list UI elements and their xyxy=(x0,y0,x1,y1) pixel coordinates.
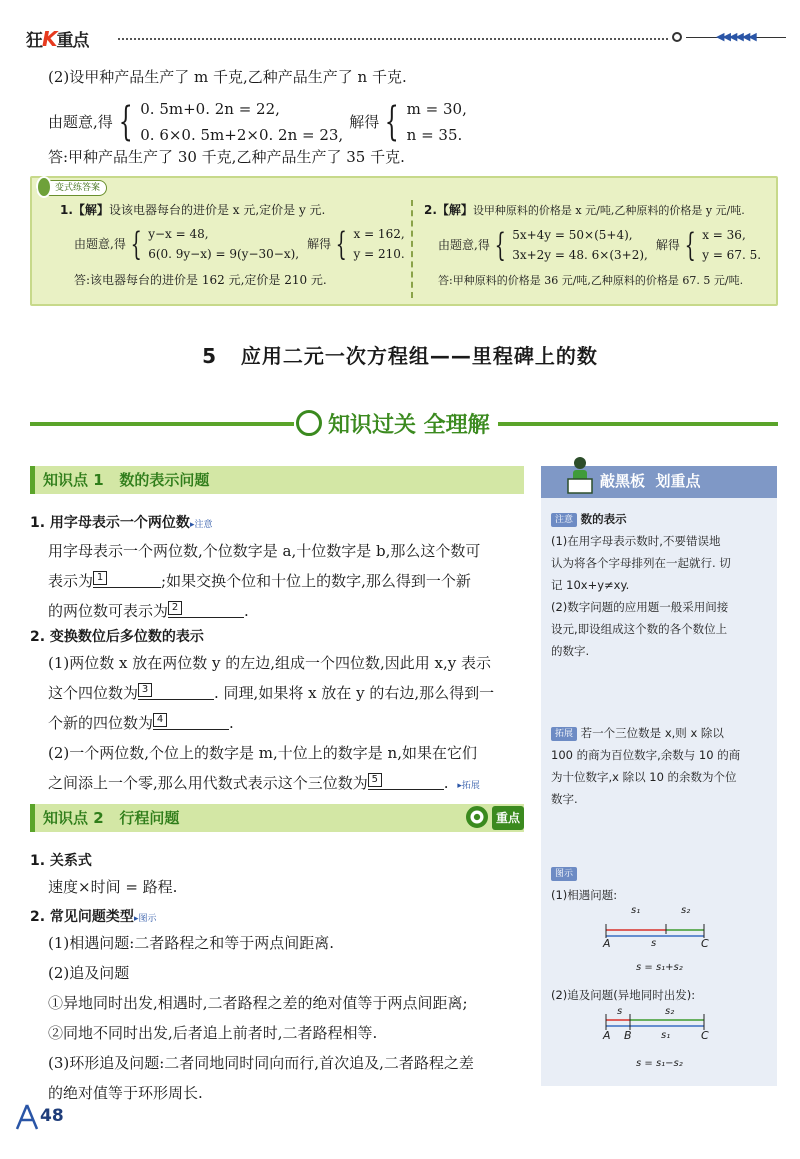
solution-answer: 答:甲种产品生产了 30 千克,乙种产品生产了 35 千克. xyxy=(48,148,405,166)
q2-sol2: y = 67. 5. xyxy=(702,248,762,262)
side-extension xyxy=(551,722,775,810)
note-line6: 的数字. xyxy=(551,644,590,658)
side-panel-title: 敲黑板 划重点 xyxy=(600,472,701,490)
solution-sol2: n = 35. xyxy=(406,126,463,144)
left-brace-icon: { xyxy=(118,99,133,145)
kp1-item2-body xyxy=(48,648,533,801)
section-banner: 知识过关 全理解 xyxy=(322,408,496,439)
series-logo xyxy=(26,26,89,51)
side-figure xyxy=(551,862,775,906)
fill-blank-4[interactable] xyxy=(153,714,229,730)
kp2-item1-head: 1. 关系式 xyxy=(30,853,92,869)
blank-number: 5 xyxy=(368,773,382,787)
logo-tail: 重点 xyxy=(56,31,89,51)
blank-number: 2 xyxy=(168,601,182,615)
q2-equation-system xyxy=(490,225,648,265)
kp2-line1: (1)相遇问题:二者路程之和等于两点间距离. xyxy=(48,934,335,952)
kp1-item2-line3 xyxy=(48,708,533,738)
section-title: 5 应用二元一次方程组——里程碑上的数 xyxy=(202,344,598,368)
extension-link[interactable]: ▸拓展 xyxy=(457,781,480,791)
kp1-item2-head: 2. 变换数位后多位数的表示 xyxy=(30,629,204,645)
text-fragment: . 同理,如果将 x 放在 y 的右边,那么得到一 xyxy=(214,684,495,702)
q1-head: 【解】 xyxy=(72,203,109,217)
fig1-label-C: C xyxy=(701,937,709,950)
q2-number: 2. xyxy=(424,203,437,217)
text-fragment: ;如果交换个位和十位上的数字,那么得到一个新 xyxy=(161,572,471,590)
q2-head: 【解】 xyxy=(436,203,473,217)
kp2-bar xyxy=(30,804,524,832)
fill-blank-5[interactable] xyxy=(368,774,444,790)
text-fragment: . xyxy=(229,714,234,732)
q2-solve-word: 解得 xyxy=(655,238,680,252)
ext-line3: 为十位数字,x 除以 10 的余数为个位 xyxy=(551,770,737,784)
q1-equation-system xyxy=(126,224,299,264)
kp2-line4: ②同地不同时出发,后者追上前者时,二者路程相等. xyxy=(48,1024,378,1042)
ext-line2: 100 的商为百位数字,余数与 10 的商 xyxy=(551,748,741,762)
text-fragment: 个新的四位数为 xyxy=(48,714,154,732)
ext-line4: 数字. xyxy=(551,792,578,806)
kp1-item2-line4: (2)一个两位数,个位上的数字是 m,十位上的数字是 n,如果在它们 xyxy=(48,744,477,762)
fill-blank-3[interactable] xyxy=(138,684,214,700)
left-brace-icon: { xyxy=(130,225,142,263)
fig2-label-s2: s₂ xyxy=(665,1006,675,1017)
kp1-bar xyxy=(30,466,524,494)
text-fragment: 的两位数可表示为 xyxy=(48,602,169,620)
fig1-label-s: s xyxy=(651,938,657,949)
note-link[interactable]: ▸注意 xyxy=(189,520,213,530)
q1-eq2: 6(0. 9y−x) = 9(y−30−x), xyxy=(148,247,300,261)
blank-number: 1 xyxy=(93,571,107,585)
fig2-formula: s = s₁−s₂ xyxy=(636,1058,683,1069)
text-fragment: . xyxy=(244,602,249,620)
fig2-title: (2)追及问题(异地同时出发): xyxy=(551,988,696,1002)
header-arrows-icon: ◀◀◀◀◀◀ xyxy=(716,30,755,43)
q2-intro: 设甲种原料的价格是 x 元/吨,乙种原料的价格是 y 元/吨. xyxy=(472,204,745,217)
teacher-icon xyxy=(566,455,594,497)
note-line4: (2)数字问题的应用题一般采用间接 xyxy=(551,600,729,614)
kp2-line5: (3)环形追及问题:二者同地同时同向而行,首次追及,二者路程之差 xyxy=(48,1054,474,1072)
fig1-label-s2: s₂ xyxy=(681,905,691,916)
kp1-item2-line2 xyxy=(48,678,533,708)
kp1-item1-line3 xyxy=(48,596,528,626)
blank-number: 3 xyxy=(138,683,152,697)
q2-eq2: 3x+2y = 48. 6×(3+2), xyxy=(512,248,648,262)
kp2-line3: ①异地同时出发,相遇时,二者路程之差的绝对值等于两点间距离; xyxy=(48,994,468,1012)
note-line1: (1)在用字母表示数时,不要错误地 xyxy=(551,534,721,548)
side-note xyxy=(551,508,775,662)
q2-sol1: x = 36, xyxy=(702,228,746,242)
banner-rule-right xyxy=(498,422,778,426)
solution-lead: 由题意,得 xyxy=(48,113,113,131)
left-brace-icon: { xyxy=(684,226,696,264)
q1-lead: 由题意,得 xyxy=(74,237,126,251)
kp1-item1-heading xyxy=(30,512,212,532)
solution-eq1: 0. 5m+0. 2n = 22, xyxy=(140,100,280,118)
left-brace-icon: { xyxy=(335,225,347,263)
practice-box-divider xyxy=(411,200,413,298)
q1-result-system xyxy=(331,224,405,264)
fig2-label-s: s xyxy=(617,1006,623,1017)
note-tag: 注意 xyxy=(551,513,577,527)
kp1-title: 知识点 1 数的表示问题 xyxy=(43,471,210,489)
kp2-line6: 的绝对值等于环形周长. xyxy=(48,1084,203,1102)
extension-tag: 拓展 xyxy=(551,727,577,741)
q1-eq1: y−x = 48, xyxy=(148,227,209,241)
kp1-item2-line1: (1)两位数 x 放在两位数 y 的左边,组成一个四位数,因此用 x,y 表示 xyxy=(48,654,492,672)
kp1-item1-line1: 用字母表示一个两位数,个位数字是 a,十位数字是 b,那么这个数可 xyxy=(48,542,481,560)
solution-result-system xyxy=(379,96,467,148)
text-fragment: 这个四位数为 xyxy=(48,684,139,702)
note-line3: 记 10x+y≠xy. xyxy=(551,578,630,592)
left-brace-icon: { xyxy=(494,226,506,264)
practice-q2 xyxy=(424,198,774,293)
solution-equation-system xyxy=(113,96,343,148)
q1-intro: 设该电器每台的进价是 x 元,定价是 y 元. xyxy=(108,203,326,217)
fig2-label-s1: s₁ xyxy=(661,1030,671,1041)
practice-box-tag: 变式练答案 xyxy=(36,180,107,196)
target-icon xyxy=(466,806,488,828)
swirl-icon xyxy=(296,410,322,436)
diagram-link[interactable]: ▸图示 xyxy=(133,914,157,924)
note-line2: 认为将各个字母排列在一起就行. 切 xyxy=(551,556,731,570)
q1-number: 1. xyxy=(60,203,73,217)
kp1-item2-line5 xyxy=(48,768,533,801)
key-point-badge: 重点 xyxy=(492,806,524,830)
solution-sol1: m = 30, xyxy=(406,100,467,118)
left-brace-icon: { xyxy=(384,99,399,145)
solution-solve-word: 解得 xyxy=(349,113,380,131)
q2-answer: 答:甲种原料的价格是 36 元/吨,乙种原料的价格是 67. 5 元/吨. xyxy=(438,274,744,287)
logo-char: 狂 xyxy=(26,31,42,51)
header-ring-icon xyxy=(672,32,682,42)
q2-eq1: 5x+4y = 50×(5+4), xyxy=(512,228,633,242)
fill-blank-1[interactable] xyxy=(93,572,161,588)
kp2-item1-text: 速度×时间 = 路程. xyxy=(48,878,178,896)
page-number: 48 xyxy=(40,1106,64,1126)
fig1-title: (1)相遇问题: xyxy=(551,888,618,902)
fig1-formula: s = s₁+s₂ xyxy=(636,962,683,973)
lightbulb-icon xyxy=(36,176,52,198)
fig2-label-B: B xyxy=(624,1029,632,1042)
fig1-label-A: A xyxy=(603,937,611,950)
ext-line1: 若一个三位数是 x,则 x 除以 xyxy=(580,726,724,740)
q1-sol1: x = 162, xyxy=(353,227,405,241)
q1-sol2: y = 210. xyxy=(353,247,405,261)
solution-system xyxy=(48,96,467,148)
fig2-label-C: C xyxy=(701,1029,709,1042)
kp2-title: 知识点 2 行程问题 xyxy=(43,809,180,827)
kp1-item1-head: 1. 用字母表示一个两位数 xyxy=(30,515,190,531)
q2-result-system xyxy=(680,225,761,265)
note-title: 数的表示 xyxy=(580,512,627,526)
logo-k: K xyxy=(42,27,57,51)
solution-line1: (2)设甲种产品生产了 m 千克,乙种产品生产了 n 千克. xyxy=(48,68,407,86)
q1-solve-word: 解得 xyxy=(307,237,332,251)
solution-eq2: 0. 6×0. 5m+2×0. 2n = 23, xyxy=(140,126,344,144)
banner-rule-left xyxy=(30,422,294,426)
kp2-item2-head: 2. 常见问题类型 xyxy=(30,909,134,925)
kp1-item1-body xyxy=(48,536,528,626)
kp2-item2-heading xyxy=(30,906,156,926)
text-fragment: . xyxy=(443,774,449,792)
figure-tag: 图示 xyxy=(551,867,577,881)
q1-answer: 答:该电器每台的进价是 162 元,定价是 210 元. xyxy=(74,273,327,287)
chase-diagram xyxy=(596,1008,716,1044)
fig1-label-s1: s₁ xyxy=(631,905,641,916)
fig2-label-A: A xyxy=(603,1029,611,1042)
header-dotted-rule xyxy=(118,38,668,40)
kp2-item2-body xyxy=(48,928,538,1108)
kp1-item1-line2 xyxy=(48,566,528,596)
text-fragment: 之间添上一个零,那么用代数式表示这个三位数为 xyxy=(48,774,368,792)
compass-logo-icon xyxy=(12,1102,42,1132)
kp2-line2: (2)追及问题 xyxy=(48,964,130,982)
text-fragment: 表示为 xyxy=(48,572,94,590)
q2-lead: 由题意,得 xyxy=(438,238,490,252)
fill-blank-2[interactable] xyxy=(168,602,244,618)
note-line5: 设元,即设组成这个数的各个数位上 xyxy=(551,622,728,636)
blank-number: 4 xyxy=(153,713,167,727)
practice-q1 xyxy=(60,198,405,292)
